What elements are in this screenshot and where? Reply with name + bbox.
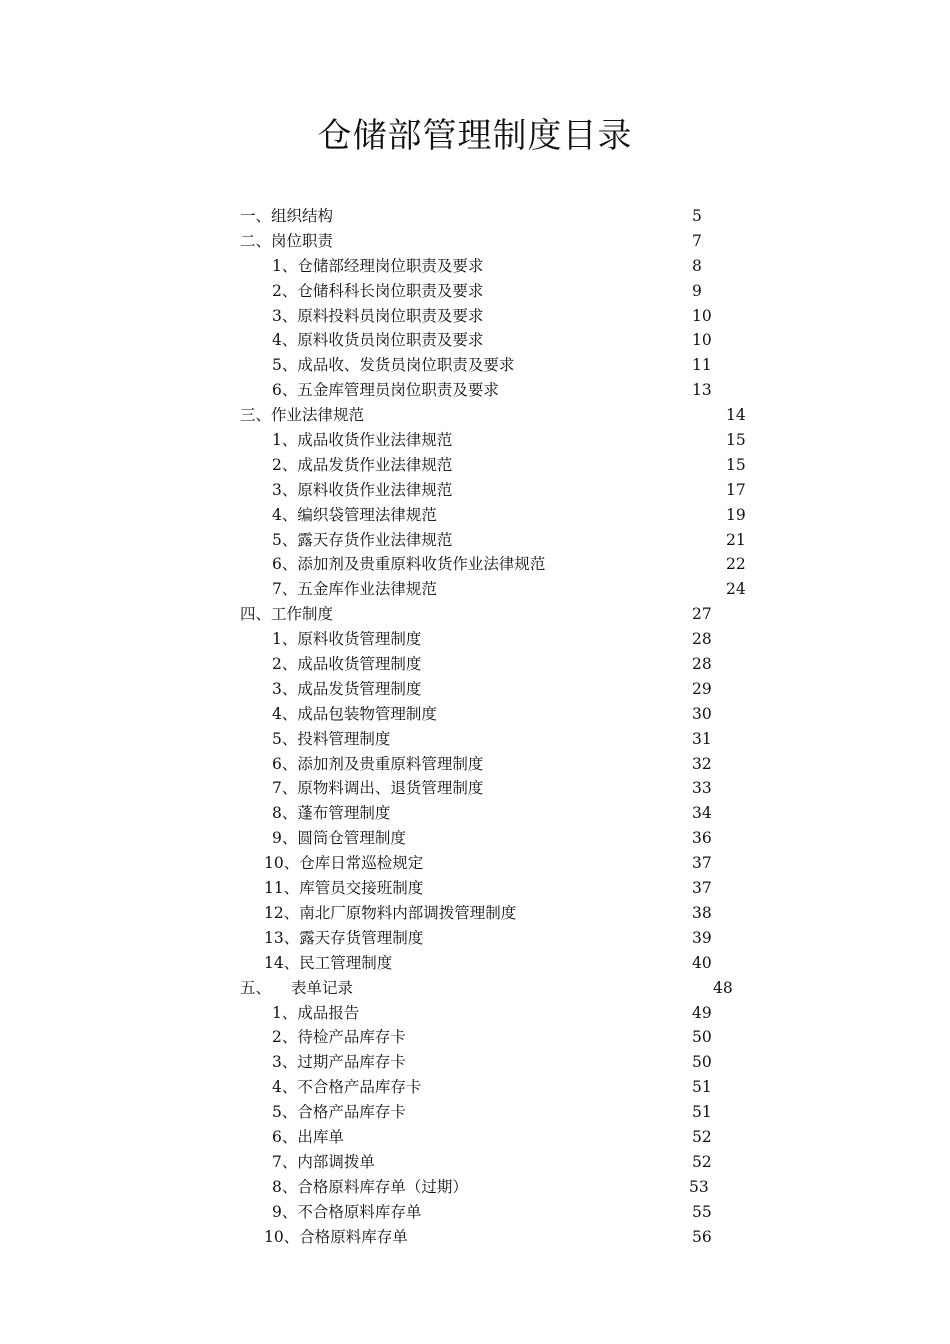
toc-page: 55: [692, 1202, 712, 1221]
toc-item: [0, 951, 950, 976]
toc-label: 4、原料收货员岗位职责及要求: [272, 331, 484, 350]
toc-label: 12、南北厂原物料内部调拨管理制度: [264, 903, 517, 922]
toc-label: 4、成品包装物管理制度: [272, 704, 437, 723]
toc-page: 21: [726, 530, 746, 549]
toc-page: 7: [692, 231, 702, 250]
toc-page: 17: [726, 480, 746, 499]
toc-section-title: 表单记录: [291, 978, 354, 997]
toc-label: 3、原料投料员岗位职责及要求: [272, 306, 484, 325]
toc-item: [0, 478, 950, 503]
toc-page: 19: [726, 505, 746, 524]
toc-item: [0, 1001, 950, 1026]
toc-label: 4、不合格产品库存卡: [272, 1078, 422, 1097]
toc-item: [0, 727, 950, 752]
toc-label: 2、成品发货作业法律规范: [272, 455, 453, 474]
toc-section: [0, 229, 950, 254]
toc-section: [0, 602, 950, 627]
toc-page: 30: [692, 704, 712, 723]
toc-item: [0, 378, 950, 403]
toc-item: [0, 552, 950, 577]
toc-page: 31: [692, 729, 712, 748]
toc-label: 2、成品收货管理制度: [272, 655, 422, 674]
toc-label: 5、露天存货作业法律规范: [272, 530, 453, 549]
toc-label: 四、工作制度: [240, 605, 334, 624]
toc-item: [0, 453, 950, 478]
toc-page: 24: [726, 580, 746, 599]
toc-page: 11: [692, 356, 712, 375]
toc-item: [0, 1200, 950, 1225]
toc-page: 36: [692, 829, 712, 848]
toc-label: 5、合格产品库存卡: [272, 1103, 406, 1122]
toc-label: 10、仓库日常巡检规定: [264, 854, 424, 873]
toc-item: [0, 1175, 950, 1200]
toc-item: [0, 1050, 950, 1075]
toc-item: [0, 1025, 950, 1050]
toc-label: 8、蓬布管理制度: [272, 804, 391, 823]
toc-item: [0, 1150, 950, 1175]
toc-label: 7、原物料调出、退货管理制度: [272, 779, 484, 798]
toc-label: 5、成品收、发货员岗位职责及要求: [272, 356, 515, 375]
toc-page: 40: [692, 953, 712, 972]
toc-page: 22: [726, 555, 746, 574]
toc-label: 7、内部调拨单: [272, 1152, 375, 1171]
table-of-contents: [0, 204, 950, 1249]
toc-label: 6、五金库管理员岗位职责及要求: [272, 381, 499, 400]
page-title: 仓储部管理制度目录: [317, 116, 633, 156]
toc-page: 27: [692, 605, 712, 624]
toc-item: [0, 702, 950, 727]
toc-section: [0, 403, 950, 428]
toc-section: [0, 976, 950, 1001]
toc-page: 51: [692, 1078, 712, 1097]
toc-item: [0, 752, 950, 777]
toc-item: [0, 254, 950, 279]
toc-page: 15: [726, 431, 746, 450]
toc-page: 37: [692, 854, 712, 873]
toc-page: 56: [692, 1227, 712, 1246]
toc-page: 39: [692, 928, 712, 947]
toc-item: [0, 677, 950, 702]
toc-label: 3、原料收货作业法律规范: [272, 480, 453, 499]
toc-item: [0, 1075, 950, 1100]
toc-item: [0, 577, 950, 602]
toc-page: 50: [692, 1053, 712, 1072]
toc-label: 1、成品收货作业法律规范: [272, 431, 453, 450]
toc-item: [0, 901, 950, 926]
toc-label: 9、不合格原料库存单: [272, 1202, 422, 1221]
toc-item: [0, 503, 950, 528]
toc-item: [0, 528, 950, 553]
toc-label: 6、添加剂及贵重原料收货作业法律规范: [272, 555, 546, 574]
toc-item: [0, 851, 950, 876]
toc-page: 5: [692, 207, 702, 225]
toc-page: 28: [692, 630, 712, 649]
toc-label: 三、作业法律规范: [240, 406, 365, 425]
toc-item: [0, 801, 950, 826]
toc-item: [0, 926, 950, 951]
toc-page: 9: [692, 281, 702, 300]
toc-page: 52: [692, 1127, 712, 1146]
toc-label: 2、仓储科科长岗位职责及要求: [272, 281, 484, 300]
toc-page: 10: [692, 306, 712, 325]
toc-label: 3、成品发货管理制度: [272, 679, 422, 698]
toc-section-number: 五、: [240, 978, 272, 997]
toc-label: 7、五金库作业法律规范: [272, 580, 437, 599]
toc-page: 13: [692, 381, 712, 400]
toc-item: [0, 428, 950, 453]
toc-page: 14: [726, 406, 746, 425]
toc-page: 52: [692, 1152, 712, 1171]
toc-page: 34: [692, 804, 712, 823]
toc-page: 53: [689, 1177, 709, 1196]
toc-page: 10: [692, 331, 712, 350]
toc-page: 50: [692, 1028, 712, 1047]
toc-page: 28: [692, 655, 712, 674]
toc-label: 6、出库单: [272, 1127, 344, 1146]
toc-item: [0, 876, 950, 901]
toc-page: 38: [692, 903, 712, 922]
toc-section: [0, 204, 950, 229]
toc-page: 49: [692, 1003, 712, 1022]
toc-item: [0, 1225, 950, 1250]
toc-label: 2、待检产品库存卡: [272, 1028, 406, 1047]
toc-item: [0, 627, 950, 652]
toc-label: 4、编织袋管理法律规范: [272, 505, 437, 524]
toc-page: 15: [726, 455, 746, 474]
toc-item: [0, 304, 950, 329]
toc-label: 6、添加剂及贵重原料管理制度: [272, 754, 484, 773]
toc-label: 1、仓储部经理岗位职责及要求: [272, 256, 484, 275]
toc-label: 13、露天存货管理制度: [264, 928, 424, 947]
toc-page: 37: [692, 879, 712, 898]
toc-page: 32: [692, 754, 712, 773]
toc-item: [0, 1100, 950, 1125]
toc-page: 48: [713, 978, 733, 997]
toc-page: 29: [692, 679, 712, 698]
toc-label: 11、库管员交接班制度: [264, 879, 424, 898]
toc-item: [0, 353, 950, 378]
toc-label: 10、合格原料库存单: [264, 1227, 408, 1246]
toc-label: [240, 976, 353, 1001]
toc-label: 8、合格原料库存单（过期）: [272, 1177, 468, 1196]
toc-label: 1、原料收货管理制度: [272, 630, 422, 649]
toc-item: [0, 1125, 950, 1150]
toc-item: [0, 328, 950, 353]
toc-page: 33: [692, 779, 712, 798]
toc-item: [0, 652, 950, 677]
toc-item: [0, 776, 950, 801]
toc-label: 一、组织结构: [240, 207, 334, 225]
toc-item: [0, 826, 950, 851]
toc-label: 1、成品报告: [272, 1003, 360, 1022]
toc-label: 二、岗位职责: [240, 231, 334, 250]
toc-label: 5、投料管理制度: [272, 729, 391, 748]
toc-page: 51: [692, 1103, 712, 1122]
toc-page: 8: [692, 256, 702, 275]
toc-label: 14、民工管理制度: [264, 953, 393, 972]
toc-label: 3、过期产品库存卡: [272, 1053, 406, 1072]
toc-item: [0, 279, 950, 304]
toc-label: 9、圆筒仓管理制度: [272, 829, 406, 848]
